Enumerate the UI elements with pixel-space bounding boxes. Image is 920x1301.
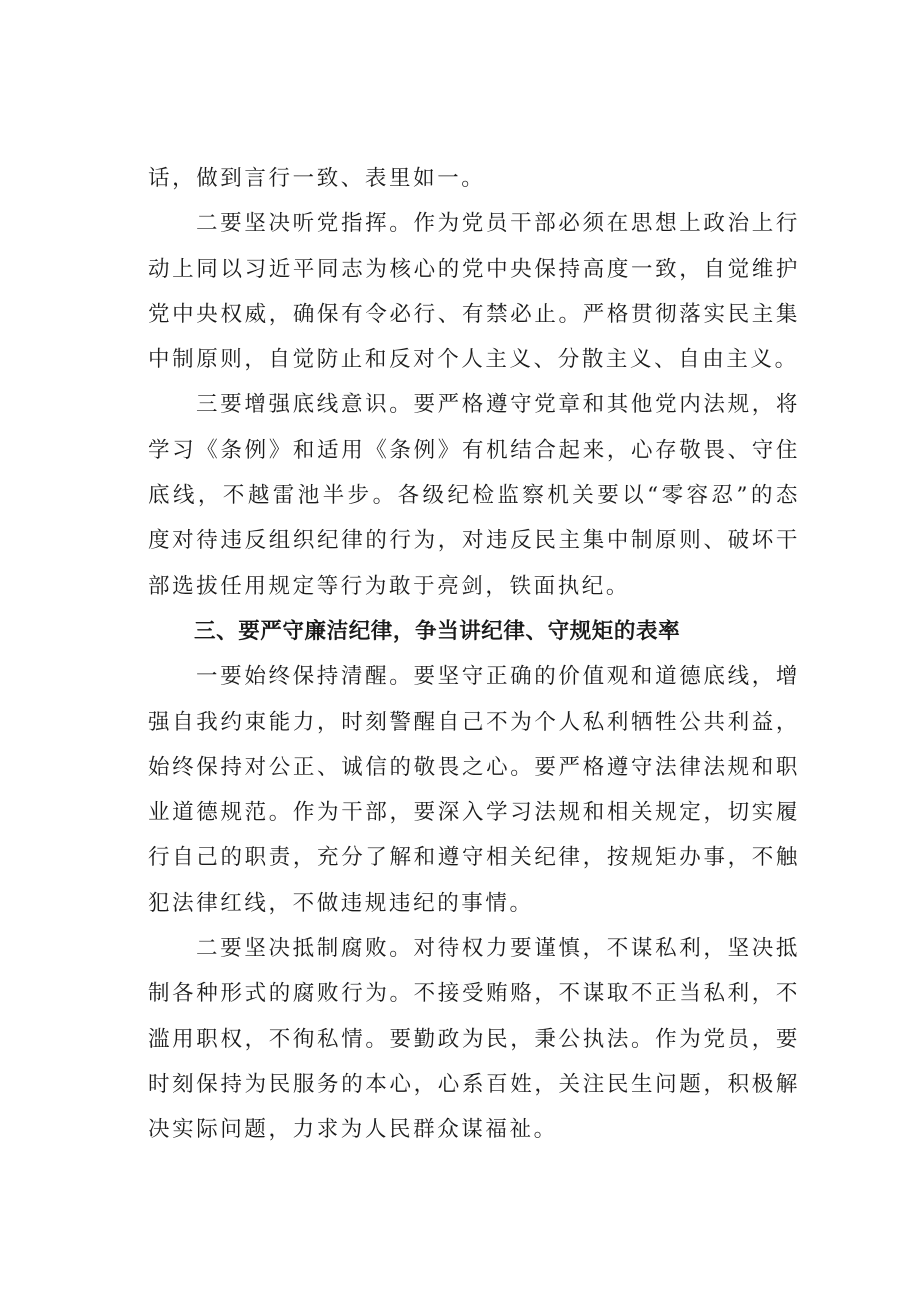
document-body [148,156,800,1153]
paragraph-stay-clear-minded: 一要始终保持清醒。要坚守正确的价值观和道德底线，增强自我约束能力，时刻警醒自己不为个人私利牺牲公共利益，始终保持对公正、诚信的敬畏之心。要严格遵守法律法规和职业道德规范。作为干部，要深入学习法规和相关规定，切实履行自己的职责，充分了解和遵守相关纪律，按规矩办事，不触犯法律红线，不做违规违纪的事情。 [148,664,800,916]
paragraph-bottom-line-awareness: 三要增强底线意识。要严格遵守党章和其他党内法规，将学习《条例》和适用《条例》有机结合起来，心存敬畏、守住底线，不越雷池半步。各级纪检监察机关要以“零容忍”的态度对待违反组织纪律的行为，对违反民主集中制原则、破坏干部选拔任用规定等行为敢于亮剑，铁面执纪。 [148,392,800,599]
section-heading-integrity-discipline: 三、要严守廉洁纪律，争当讲纪律、守规矩的表率 [194,618,681,644]
paragraph-resist-corruption: 二要坚决抵制腐败。对待权力要谨慎，不谋私利，坚决抵制各种形式的腐败行为。不接受贿赂，不谋取不正当私利，不滥用职权，不徇私情。要勤政为民，秉公执法。作为党员，要时刻保持为民服务的本心，心系百姓，关注民生问题，积极解决实际问题，力求为人民群众谋福祉。 [148,936,800,1143]
continuation-paragraph: 话，做到言行一致、表里如一。 [148,166,486,191]
paragraph-obey-party-command: 二要坚决听党指挥。作为党员干部必须在思想上政治上行动上同以习近平同志为核心的党中央保持高度一致，自觉维护党中央权威，确保有令必行、有禁必止。严格贯彻落实民主集中制原则，自觉防止和反对个人主义、分散主义、自由主义。 [148,211,800,373]
